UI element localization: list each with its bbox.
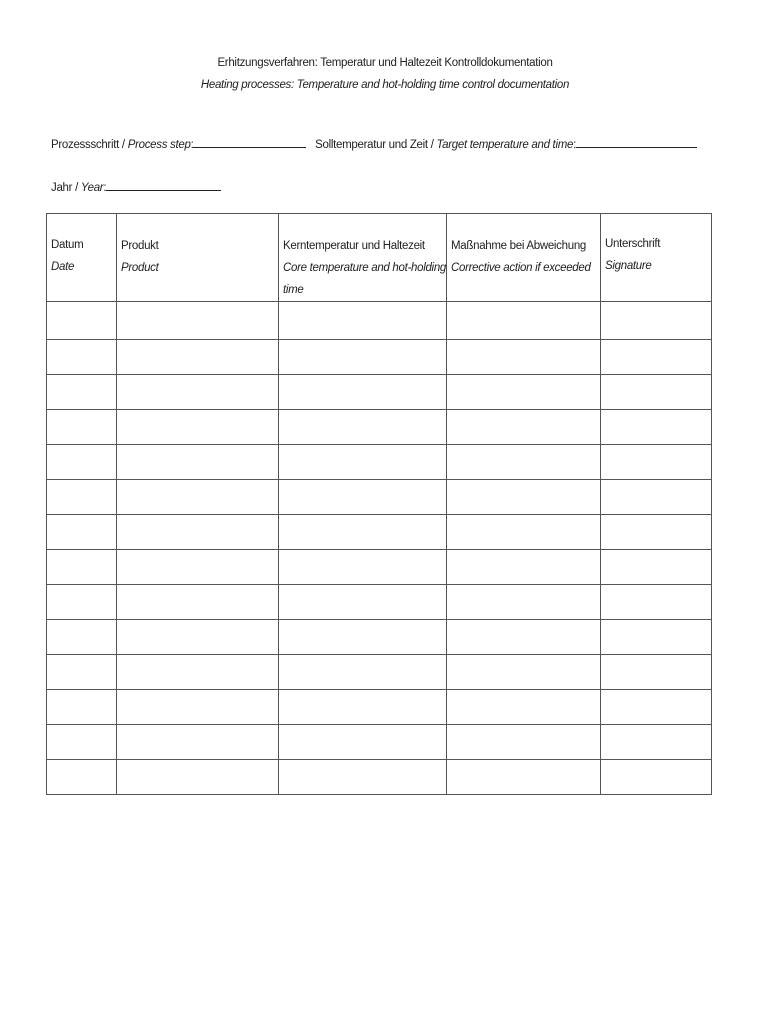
target-blank[interactable] bbox=[576, 137, 697, 148]
table-row bbox=[47, 725, 712, 760]
corrective-action-cell[interactable] bbox=[447, 302, 601, 340]
table-row bbox=[47, 410, 712, 445]
signature-cell[interactable] bbox=[601, 375, 712, 410]
signature-cell[interactable] bbox=[601, 515, 712, 550]
corrective-action-cell[interactable] bbox=[447, 410, 601, 445]
product-cell[interactable] bbox=[117, 760, 279, 795]
date-cell[interactable] bbox=[47, 550, 117, 585]
column-header-en: Product bbox=[121, 262, 159, 274]
core-temperature-cell[interactable] bbox=[279, 340, 447, 375]
column-header-de: Datum bbox=[51, 239, 84, 251]
core-temperature-cell[interactable] bbox=[279, 690, 447, 725]
core-temperature-cell[interactable] bbox=[279, 302, 447, 340]
table-body bbox=[47, 302, 712, 795]
product-cell[interactable] bbox=[117, 445, 279, 480]
signature-cell[interactable] bbox=[601, 725, 712, 760]
signature-cell[interactable] bbox=[601, 550, 712, 585]
table-row bbox=[47, 620, 712, 655]
date-cell[interactable] bbox=[47, 725, 117, 760]
column-header-de: Unterschrift bbox=[605, 238, 661, 250]
column-header-en: Date bbox=[51, 261, 75, 273]
table-row bbox=[47, 445, 712, 480]
product-cell[interactable] bbox=[117, 515, 279, 550]
table-row bbox=[47, 690, 712, 725]
signature-cell[interactable] bbox=[601, 480, 712, 515]
table-row bbox=[47, 760, 712, 795]
date-cell[interactable] bbox=[47, 655, 117, 690]
signature-cell[interactable] bbox=[601, 340, 712, 375]
corrective-action-cell[interactable] bbox=[447, 550, 601, 585]
core-temperature-cell[interactable] bbox=[279, 550, 447, 585]
table-row bbox=[47, 340, 712, 375]
core-temperature-cell[interactable] bbox=[279, 760, 447, 795]
column-header-de: Produkt bbox=[121, 240, 159, 252]
table-header-row bbox=[47, 214, 712, 302]
product-cell[interactable] bbox=[117, 302, 279, 340]
core-temperature-cell[interactable] bbox=[279, 655, 447, 690]
process-step-line bbox=[51, 137, 697, 151]
date-cell[interactable] bbox=[47, 340, 117, 375]
corrective-action-cell[interactable] bbox=[447, 725, 601, 760]
table-row bbox=[47, 655, 712, 690]
corrective-action-cell[interactable] bbox=[447, 340, 601, 375]
column-header-date bbox=[47, 214, 117, 302]
column-header-signature bbox=[601, 214, 712, 302]
product-cell[interactable] bbox=[117, 410, 279, 445]
table-row bbox=[47, 550, 712, 585]
core-temperature-cell[interactable] bbox=[279, 725, 447, 760]
date-cell[interactable] bbox=[47, 410, 117, 445]
column-header-product bbox=[117, 214, 279, 302]
year-line bbox=[51, 180, 221, 194]
column-header-core-temperature bbox=[279, 214, 447, 302]
date-cell[interactable] bbox=[47, 480, 117, 515]
year-label-de: Jahr / bbox=[51, 182, 81, 194]
core-temperature-cell[interactable] bbox=[279, 480, 447, 515]
product-cell[interactable] bbox=[117, 550, 279, 585]
colon: : bbox=[190, 139, 194, 151]
product-cell[interactable] bbox=[117, 690, 279, 725]
date-cell[interactable] bbox=[47, 585, 117, 620]
date-cell[interactable] bbox=[47, 690, 117, 725]
column-header-de: Kerntemperatur und Haltezeit bbox=[283, 240, 425, 252]
signature-cell[interactable] bbox=[601, 760, 712, 795]
product-cell[interactable] bbox=[117, 585, 279, 620]
core-temperature-cell[interactable] bbox=[279, 445, 447, 480]
signature-cell[interactable] bbox=[601, 620, 712, 655]
product-cell[interactable] bbox=[117, 340, 279, 375]
core-temperature-cell[interactable] bbox=[279, 585, 447, 620]
column-header-corrective-action bbox=[447, 214, 601, 302]
colon: : bbox=[103, 182, 107, 194]
corrective-action-cell[interactable] bbox=[447, 375, 601, 410]
target-label-en: Target temperature and time bbox=[436, 139, 574, 151]
column-header-de: Maßnahme bei Abweichung bbox=[451, 240, 587, 252]
date-cell[interactable] bbox=[47, 445, 117, 480]
table-row bbox=[47, 480, 712, 515]
date-cell[interactable] bbox=[47, 375, 117, 410]
column-header-en: Corrective action if exceeded bbox=[451, 262, 591, 274]
table-row bbox=[47, 515, 712, 550]
core-temperature-cell[interactable] bbox=[279, 515, 447, 550]
corrective-action-cell[interactable] bbox=[447, 480, 601, 515]
product-cell[interactable] bbox=[117, 375, 279, 410]
corrective-action-cell[interactable] bbox=[447, 585, 601, 620]
target-label-de: Solltemperatur und Zeit / bbox=[315, 139, 437, 151]
date-cell[interactable] bbox=[47, 302, 117, 340]
date-cell[interactable] bbox=[47, 620, 117, 655]
signature-cell[interactable] bbox=[601, 410, 712, 445]
process-step-label-de: Prozessschritt / bbox=[51, 139, 128, 151]
date-cell[interactable] bbox=[47, 760, 117, 795]
corrective-action-cell[interactable] bbox=[447, 690, 601, 725]
document-title-german: Erhitzungsverfahren: Temperatur und Haltezeit Kontrolldokumentation bbox=[217, 57, 553, 69]
corrective-action-cell[interactable] bbox=[447, 620, 601, 655]
year-blank[interactable] bbox=[106, 180, 221, 191]
core-temperature-cell[interactable] bbox=[279, 410, 447, 445]
signature-cell[interactable] bbox=[601, 585, 712, 620]
signature-cell[interactable] bbox=[601, 302, 712, 340]
product-cell[interactable] bbox=[117, 655, 279, 690]
control-table bbox=[46, 213, 712, 795]
table-row bbox=[47, 302, 712, 340]
core-temperature-cell[interactable] bbox=[279, 375, 447, 410]
table-row bbox=[47, 585, 712, 620]
colon: : bbox=[573, 139, 576, 151]
column-header-en: Core temperature and hot-holding time bbox=[283, 262, 447, 296]
date-cell[interactable] bbox=[47, 515, 117, 550]
corrective-action-cell[interactable] bbox=[447, 515, 601, 550]
column-header-en: Signature bbox=[605, 260, 652, 272]
core-temperature-cell[interactable] bbox=[279, 620, 447, 655]
corrective-action-cell[interactable] bbox=[447, 760, 601, 795]
document-title-english: Heating processes: Temperature and hot-holding time control documentation bbox=[200, 79, 570, 91]
signature-cell[interactable] bbox=[601, 445, 712, 480]
signature-cell[interactable] bbox=[601, 655, 712, 690]
corrective-action-cell[interactable] bbox=[447, 445, 601, 480]
corrective-action-cell[interactable] bbox=[447, 655, 601, 690]
product-cell[interactable] bbox=[117, 620, 279, 655]
product-cell[interactable] bbox=[117, 725, 279, 760]
process-step-blank[interactable] bbox=[193, 137, 306, 148]
process-step-label-en: Process step bbox=[127, 139, 191, 151]
table-row bbox=[47, 375, 712, 410]
year-label-en: Year bbox=[80, 182, 104, 194]
signature-cell[interactable] bbox=[601, 690, 712, 725]
product-cell[interactable] bbox=[117, 480, 279, 515]
